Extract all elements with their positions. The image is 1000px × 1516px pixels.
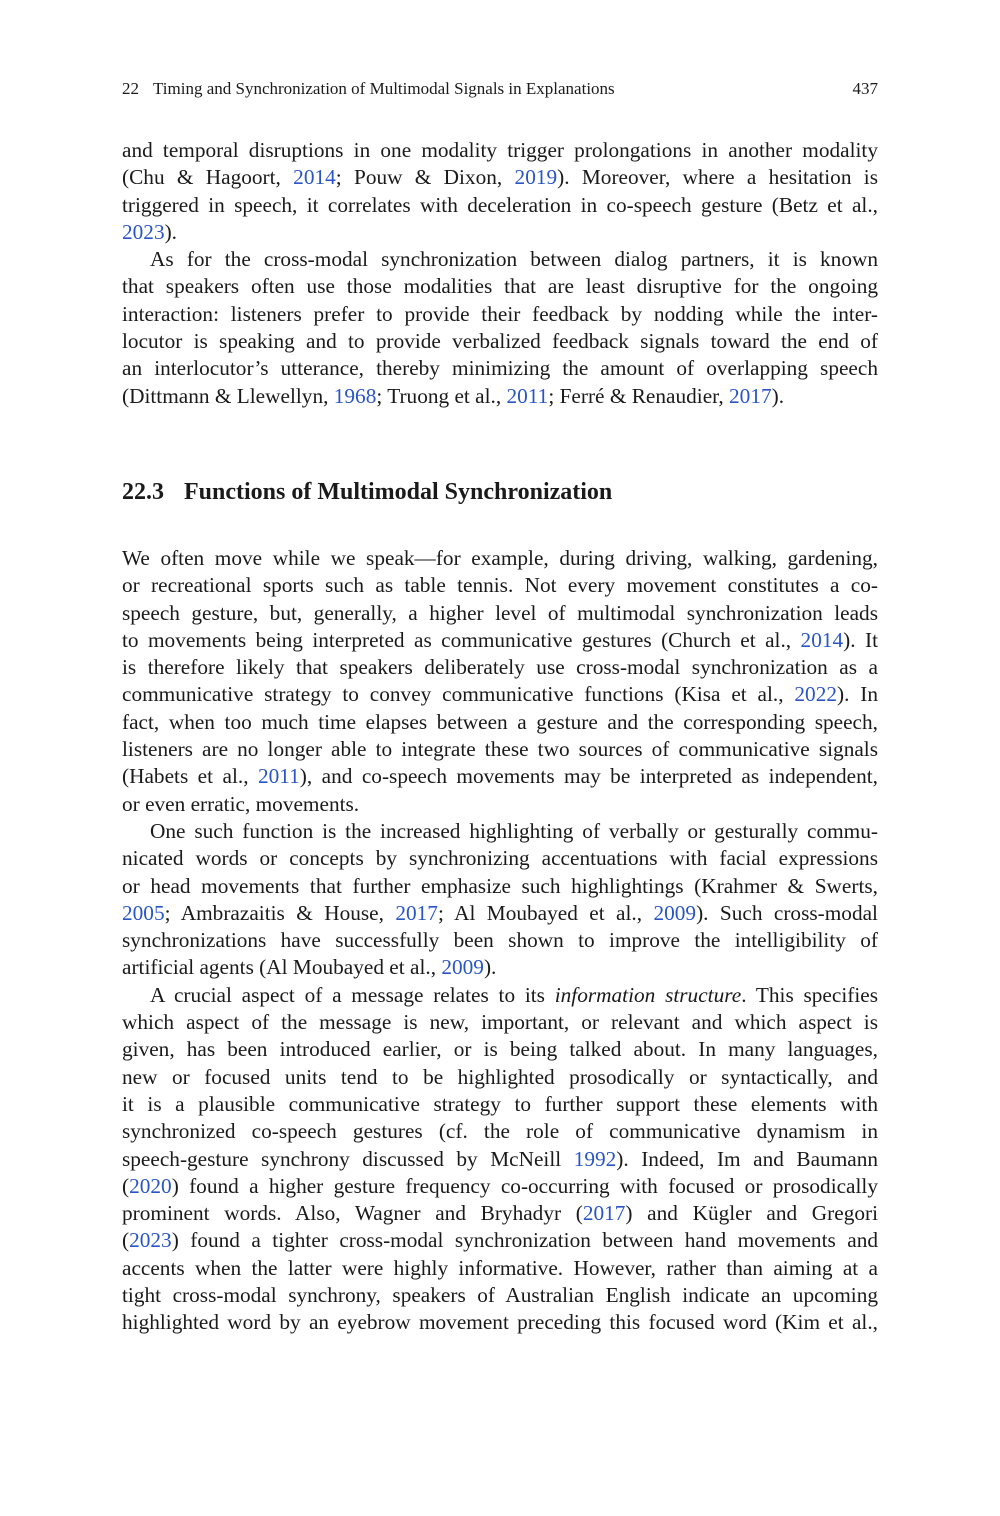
citation-link[interactable]: 2005 xyxy=(122,900,165,925)
text-segment: or even erratic, movements. xyxy=(122,791,360,816)
text-line xyxy=(122,600,878,627)
text-segment: accents when the latter were highly informative. However, rather than aiming at a xyxy=(122,1255,878,1280)
citation-link[interactable]: 2019 xyxy=(514,165,558,190)
text-line xyxy=(122,572,878,599)
emphasized-term: information structure xyxy=(554,982,742,1007)
citation-link[interactable]: 2014 xyxy=(293,165,336,190)
citation-link[interactable]: 2017 xyxy=(582,1201,626,1226)
text-line xyxy=(122,137,878,164)
running-title xyxy=(122,79,615,99)
paragraph xyxy=(122,982,878,1337)
text-segment: (Chu & Hagoort, xyxy=(122,165,294,190)
text-line xyxy=(122,1282,878,1309)
citation-link[interactable]: 2023 xyxy=(129,1228,172,1253)
section-title: Functions of Multimodal Synchronization xyxy=(184,479,613,505)
text-segment: it is a plausible communicative strategy to further support these elements with xyxy=(122,1091,878,1116)
citation-link[interactable]: 2020 xyxy=(129,1173,172,1198)
text-line xyxy=(122,383,878,410)
text-line xyxy=(122,681,878,708)
text-segment: ). Such cross-modal xyxy=(696,900,878,925)
text-line xyxy=(122,1091,878,1118)
citation-link[interactable]: 2009 xyxy=(653,900,697,925)
text-line xyxy=(122,1173,878,1200)
text-segment: locutor is speaking and to provide verbalized feedback signals toward the end of xyxy=(122,329,878,354)
text-line xyxy=(122,627,878,654)
text-line xyxy=(122,355,878,382)
citation-link[interactable]: 2011 xyxy=(506,383,549,408)
text-line xyxy=(122,982,878,1009)
text-line xyxy=(122,873,878,900)
text-segment: A crucial aspect of a message relates to its xyxy=(150,982,555,1007)
text-line xyxy=(122,246,878,273)
text-line xyxy=(122,1009,878,1036)
text-line xyxy=(122,545,878,572)
section-number: 22.3 xyxy=(122,479,164,505)
text-line xyxy=(122,1200,878,1227)
text-segment: nicated words or concepts by synchronizing accentuations with facial expressions xyxy=(122,846,878,871)
paragraph xyxy=(122,818,878,982)
text-segment: ). Indeed, Im and Baumann xyxy=(616,1146,879,1171)
citation-link[interactable]: 1968 xyxy=(333,383,377,408)
text-line xyxy=(122,1036,878,1063)
text-segment: synchronized co-speech gestures (cf. the role of communicative dynamism in xyxy=(122,1119,878,1144)
text-line xyxy=(122,709,878,736)
text-line xyxy=(122,164,878,191)
running-header xyxy=(122,79,878,99)
text-segment: is therefore likely that speakers deliberately use cross-modal synchronization as a xyxy=(122,655,878,680)
text-segment: ) found a tighter cross-modal synchronization between hand movements and xyxy=(171,1228,878,1253)
text-segment: triggered in speech, it correlates with deceleration in co-speech gesture (Betz et al., xyxy=(122,192,878,217)
text-segment: that speakers often use those modalities that are least disruptive for the ongoing xyxy=(122,274,878,299)
text-line xyxy=(122,1255,878,1282)
text-segment: or recreational sports such as table tennis. Not every movement constitutes a co- xyxy=(122,573,878,598)
citation-link[interactable]: 2009 xyxy=(441,955,484,980)
text-line xyxy=(122,845,878,872)
text-segment: ). xyxy=(483,955,497,980)
text-segment: speech-gesture synchrony discussed by McNeill xyxy=(122,1146,574,1171)
citation-link[interactable]: 2011 xyxy=(257,764,300,789)
body-text-section xyxy=(122,545,878,1337)
text-line xyxy=(122,1309,878,1336)
text-line xyxy=(122,1118,878,1145)
citation-link[interactable]: 2017 xyxy=(395,900,438,925)
text-segment: . This specifies xyxy=(741,982,879,1007)
text-segment: prominent words. Also, Wagner and Bryhadyr ( xyxy=(122,1201,583,1226)
citation-link[interactable]: 1992 xyxy=(573,1146,617,1171)
text-line xyxy=(122,328,878,355)
text-line xyxy=(122,818,878,845)
text-line xyxy=(122,273,878,300)
paragraph xyxy=(122,246,878,410)
text-segment: ; Al Moubayed et al., xyxy=(437,900,654,925)
text-segment: to movements being interpreted as communicative gestures (Church et al., xyxy=(122,627,801,652)
text-segment: ) and Kügler and Gregori xyxy=(625,1201,879,1226)
paragraph xyxy=(122,545,878,818)
text-line xyxy=(122,791,878,818)
text-segment: ; Ambrazaitis & House, xyxy=(164,900,396,925)
text-line xyxy=(122,1146,878,1173)
text-segment: ) found a higher gesture frequency co-occurring with focused or prosodically xyxy=(171,1173,878,1198)
text-segment: synchronizations have successfully been shown to improve the intelligibility of xyxy=(122,928,878,953)
text-line xyxy=(122,1227,878,1254)
text-line xyxy=(122,736,878,763)
text-segment: ). In xyxy=(837,682,878,707)
text-segment: One such function is the increased highlighting of verbally or gesturally commu- xyxy=(150,818,878,843)
text-segment: ). xyxy=(164,219,178,244)
text-segment: As for the cross-modal synchronization between dialog partners, it is known xyxy=(150,247,878,272)
text-segment: fact, when too much time elapses between a gesture and the corresponding speech, xyxy=(122,709,878,734)
text-segment: interaction: listeners prefer to provide their feedback by nodding while the inter- xyxy=(122,301,878,326)
chapter-number: 22 xyxy=(122,79,139,98)
text-segment: ), and co-speech movements may be interpreted as independent, xyxy=(299,764,879,789)
text-segment: ). xyxy=(771,383,785,408)
text-line xyxy=(122,654,878,681)
citation-link[interactable]: 2022 xyxy=(794,682,837,707)
citation-link[interactable]: 2014 xyxy=(800,627,844,652)
text-line xyxy=(122,900,878,927)
text-segment: new or focused units tend to be highlighted prosodically or syntactically, and xyxy=(122,1064,878,1089)
section-heading xyxy=(122,479,612,506)
text-line xyxy=(122,927,878,954)
text-segment: We often move while we speak—for example, during driving, walking, gardening, xyxy=(122,546,878,570)
text-line xyxy=(122,763,878,790)
text-segment: ). It xyxy=(843,627,878,652)
text-segment: communicative strategy to convey communicative functions (Kisa et al., xyxy=(122,682,795,707)
text-segment: ( xyxy=(122,1228,130,1253)
text-segment: artificial agents (Al Moubayed et al., xyxy=(122,955,442,980)
text-line xyxy=(122,301,878,328)
text-segment: ; Ferré & Renaudier, xyxy=(548,383,730,408)
text-line xyxy=(122,219,878,246)
text-segment: which aspect of the message is new, important, or relevant and which aspect is xyxy=(122,1010,878,1035)
text-segment: ; Pouw & Dixon, xyxy=(335,165,515,190)
text-segment: tight cross-modal synchrony, speakers of Australian English indicate an upcoming xyxy=(122,1283,878,1308)
chapter-title: Timing and Synchronization of Multimodal Signals in Explanations xyxy=(153,79,615,98)
text-segment: (Dittmann & Llewellyn, xyxy=(122,383,334,408)
citation-link[interactable]: 2017 xyxy=(729,383,772,408)
paragraph xyxy=(122,137,878,246)
citation-link[interactable]: 2023 xyxy=(122,219,165,244)
text-line xyxy=(122,192,878,219)
text-segment: ). Moreover, where a hesitation is xyxy=(557,165,878,190)
text-segment: speech gesture, but, generally, a higher level of multimodal synchronization leads xyxy=(122,600,878,625)
page-number: 437 xyxy=(852,79,878,98)
text-segment: ( xyxy=(122,1173,130,1198)
text-segment: ; Truong et al., xyxy=(376,383,507,408)
body-text-top xyxy=(122,137,878,410)
text-line xyxy=(122,954,878,981)
text-segment: given, has been introduced earlier, or is being talked about. In many languages, xyxy=(122,1037,878,1062)
text-segment: (Habets et al., xyxy=(122,764,258,789)
text-segment: or head movements that further emphasize such highlightings (Krahmer & Swerts, xyxy=(122,873,878,898)
text-line xyxy=(122,1064,878,1091)
text-segment: listeners are no longer able to integrate these two sources of communicative signals xyxy=(122,737,878,762)
text-segment: highlighted word by an eyebrow movement preceding this focused word (Kim et al., xyxy=(122,1310,878,1335)
text-segment: and temporal disruptions in one modality trigger prolongations in another modality xyxy=(122,138,878,162)
text-segment: an interlocutor’s utterance, thereby minimizing the amount of overlapping speech xyxy=(122,356,878,381)
